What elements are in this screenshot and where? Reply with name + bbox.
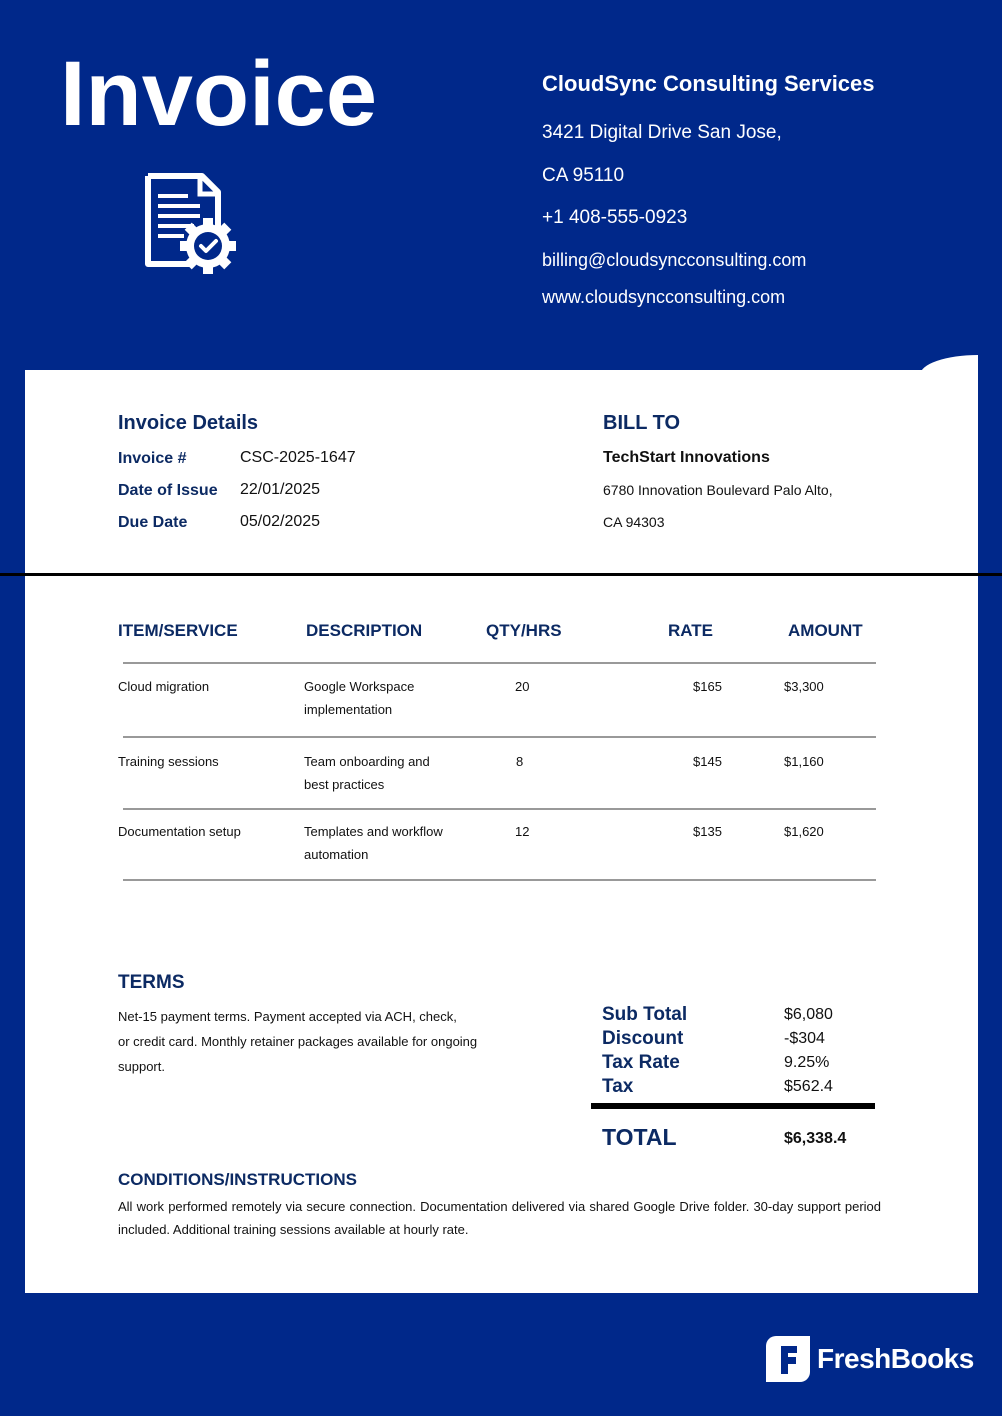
company-address-line2: CA 95110 [542,165,625,186]
company-address-line1: 3421 Digital Drive San Jose, [542,122,782,143]
freshbooks-logo-text[interactable]: FreshBooks [817,1343,974,1374]
row2-amount: $1,160 [784,754,824,769]
freshbooks-logo-icon[interactable] [766,1336,810,1382]
subtotal-value: $6,080 [784,1006,833,1023]
col-header-qty: QTY/HRS [486,621,562,640]
col-header-description: DESCRIPTION [306,621,423,640]
tax-label: Tax [602,1076,634,1097]
issue-date-label: Date of Issue [118,482,218,499]
tax-value: $562.4 [784,1078,833,1095]
tax-rate-label: Tax Rate [602,1052,680,1073]
row3-description-line2: automation [304,847,369,862]
row1-amount: $3,300 [784,679,824,694]
invoice-number-label: Invoice # [118,450,187,467]
row1-qty: 20 [515,679,530,694]
table-row-rule [123,879,876,881]
conditions-heading: CONDITIONS/INSTRUCTIONS [118,1170,357,1189]
company-website[interactable]: www.cloudsyncconsulting.com [542,287,786,307]
bill-to-address-line1: 6780 Innovation Boulevard Palo Alto, [603,482,833,498]
invoice-details-heading: Invoice Details [118,412,259,434]
due-date-label: Due Date [118,514,188,531]
terms-line2: or credit card. Monthly retainer packages available for ongoing [118,1034,478,1049]
company-email[interactable]: billing@cloudsyncconsulting.com [542,250,807,270]
company-phone: +1 408-555-0923 [542,207,688,228]
table-row-rule [123,736,876,738]
row2-description-line1: Team onboarding and [304,754,430,769]
row1-item: Cloud migration [118,679,210,694]
bill-to-name: TechStart Innovations [603,449,770,466]
row3-qty: 12 [515,824,530,839]
row2-rate: $145 [693,754,722,769]
bill-to-heading: BILL TO [603,412,681,434]
row3-amount: $1,620 [784,824,824,839]
company-name: CloudSync Consulting Services [542,71,875,96]
terms-line1: Net-15 payment terms. Payment accepted via ACH, check, [118,1009,457,1024]
terms-line3: support. [118,1059,165,1074]
due-date-value: 05/02/2025 [240,513,321,530]
section-divider [0,573,1002,576]
invoice-number-value: CSC-2025-1647 [240,449,356,466]
discount-label: Discount [602,1028,684,1049]
row2-description-line2: best practices [304,777,385,792]
terms-heading: TERMS [118,972,185,993]
row3-description-line1: Templates and workflow [304,824,443,839]
row1-description-line2: implementation [304,702,393,717]
row2-qty: 8 [516,754,524,769]
total-value: $6,338.4 [784,1130,847,1147]
subtotal-label: Sub Total [602,1004,688,1025]
conditions-text: All work performed remotely via secure connection. Documentation delivered via shared Google Drive folder. 30-day support period included. Additional training sessions available at hourly rate. [118,1199,881,1237]
issue-date-value: 22/01/2025 [240,481,321,498]
row3-rate: $135 [693,824,722,839]
table-row-rule [123,808,876,810]
invoice-title: Invoice [60,43,378,145]
col-header-item: ITEM/SERVICE [118,621,238,640]
total-label: TOTAL [602,1124,677,1150]
bill-to-address-line2: CA 94303 [603,514,665,530]
row2-item: Training sessions [118,754,219,769]
discount-value: -$304 [784,1030,825,1047]
col-header-amount: AMOUNT [788,621,863,640]
row1-description-line1: Google Workspace [304,679,415,694]
col-header-rate: RATE [668,621,714,640]
tax-rate-value: 9.25% [784,1054,830,1071]
document-gear-icon [140,172,240,276]
row1-rate: $165 [693,679,722,694]
row3-item: Documentation setup [118,824,241,839]
table-header-rule [123,662,876,664]
terms-text [118,1004,508,1079]
total-rule [591,1103,875,1109]
